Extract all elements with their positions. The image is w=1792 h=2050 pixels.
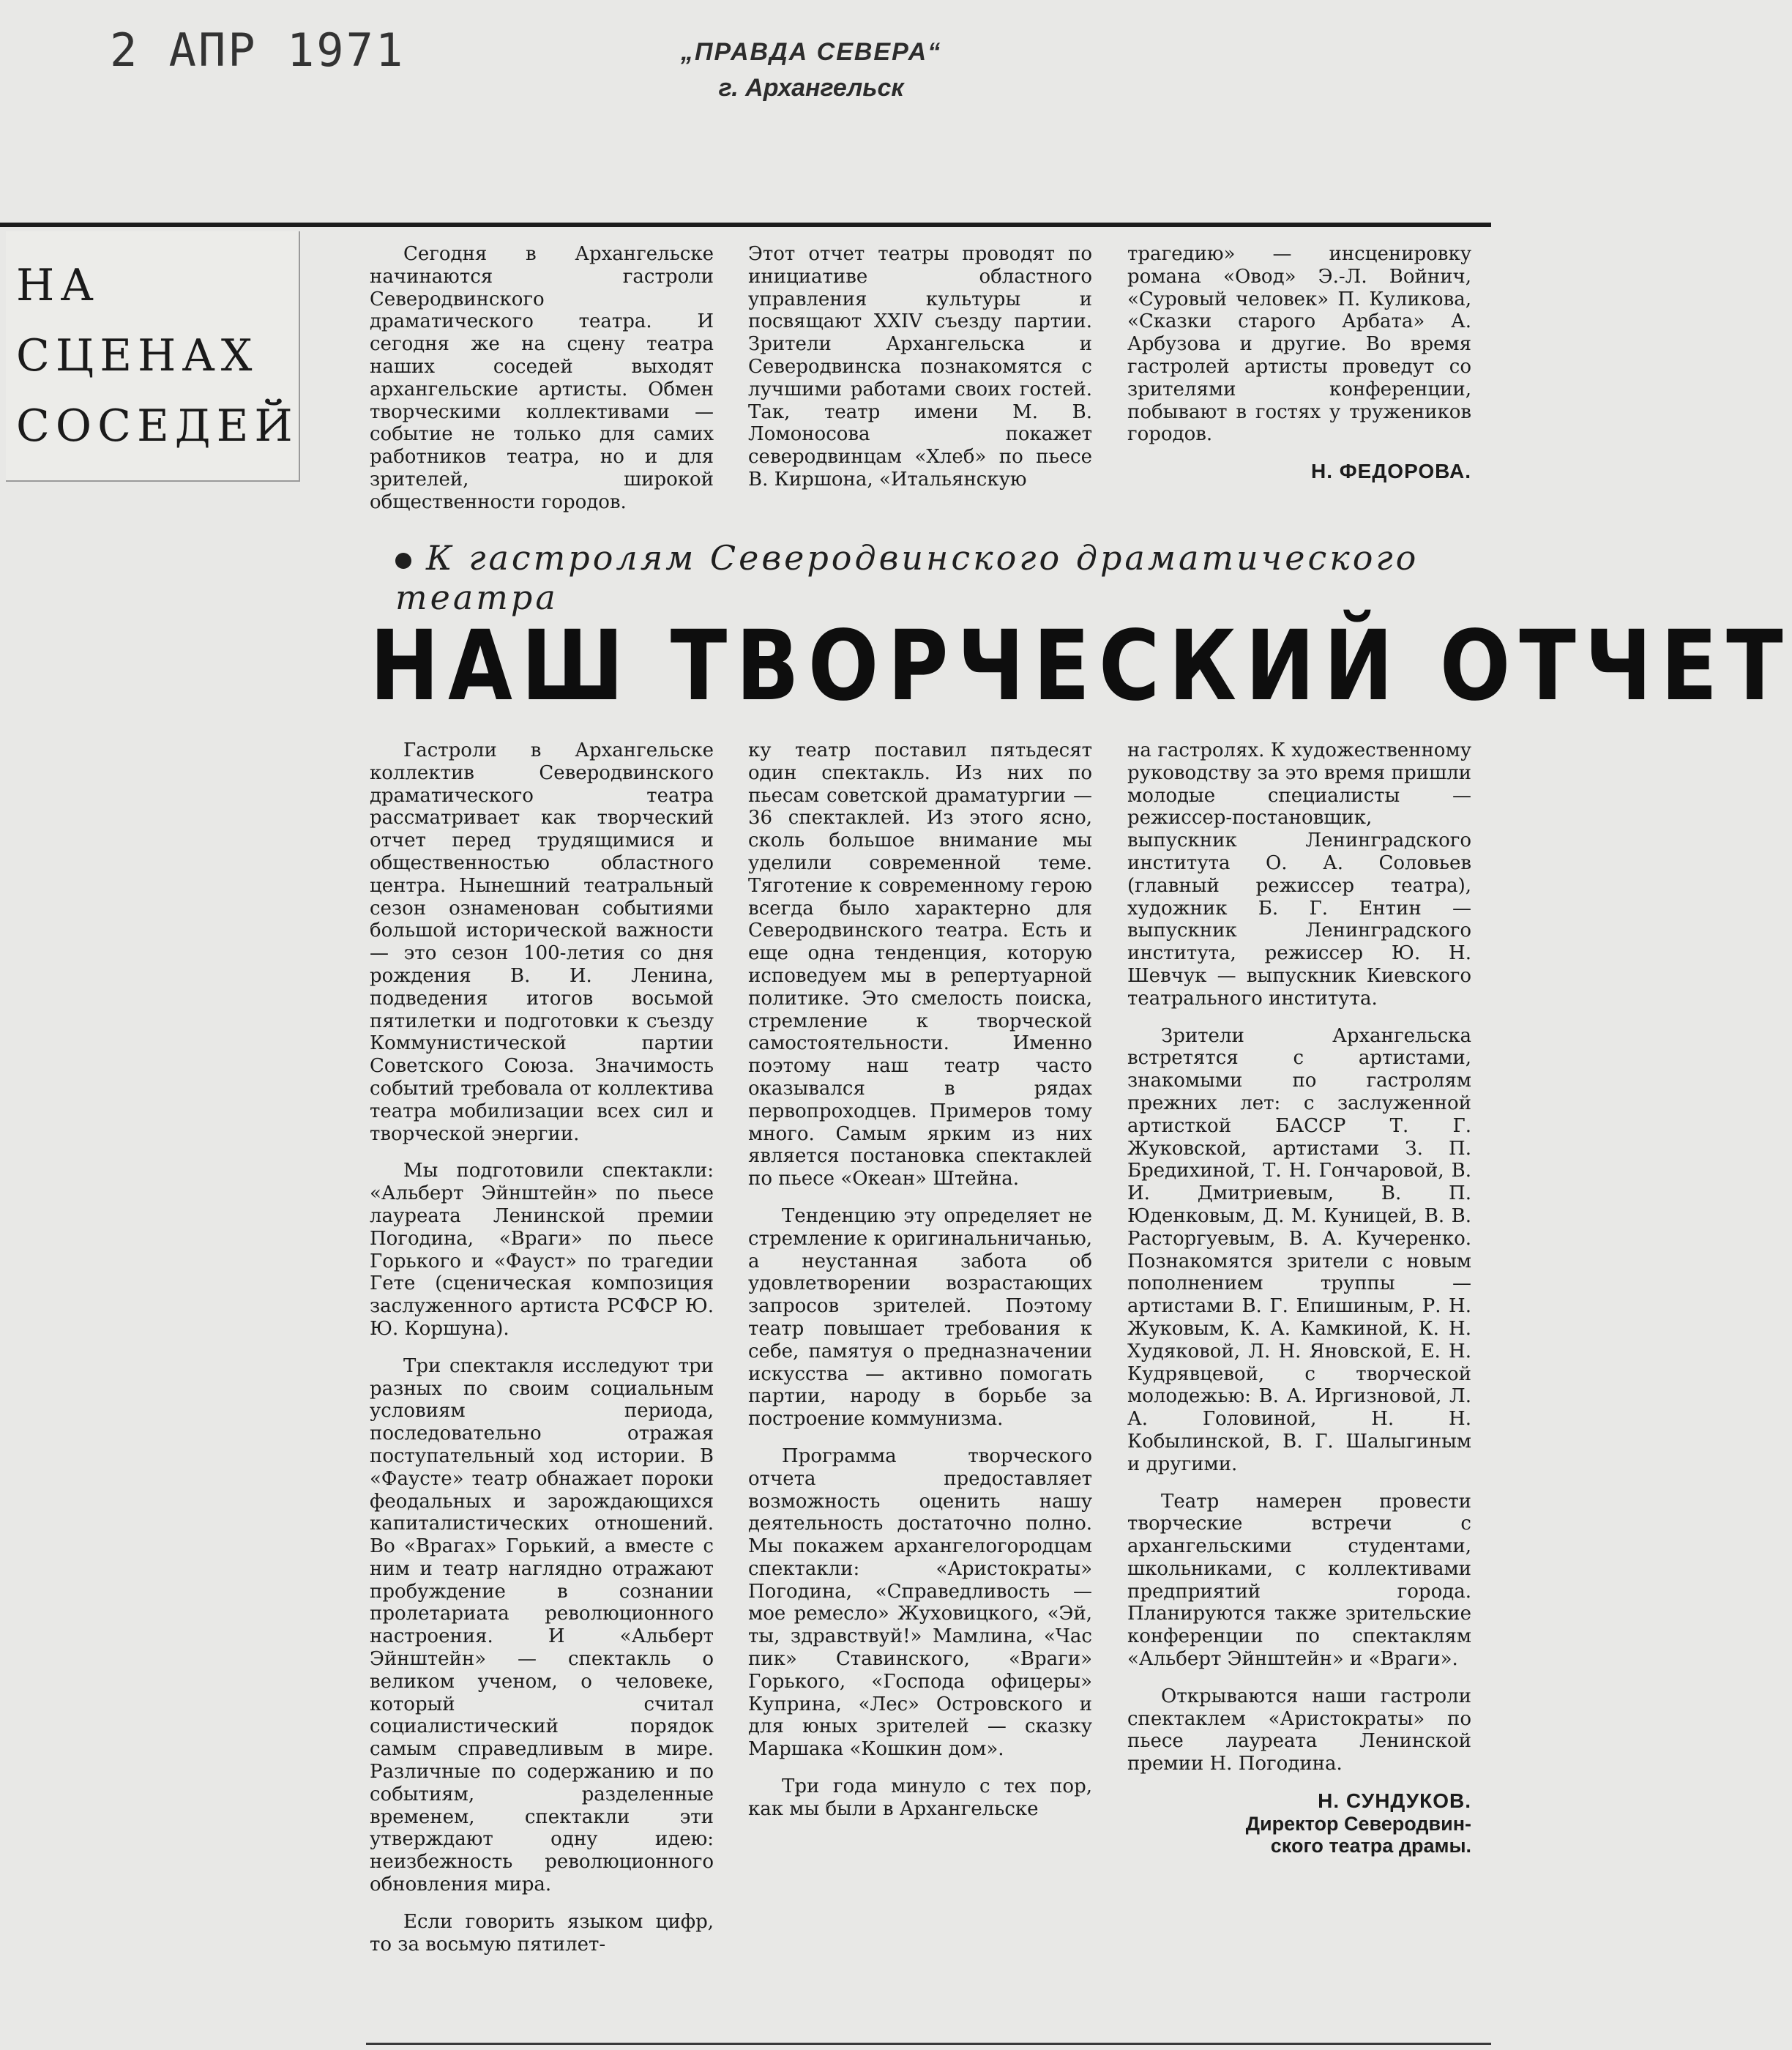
- article-paragraph: Театр намерен провести творческие встречи с архангельскими студентами, школьниками, с коллективами предприятий города. Планируются также зрительские конференции по спектаклям «Альберт Эйнштейн» и «Враги».: [1127, 1490, 1471, 1671]
- article-paragraph: ку театр поставил пятьдесят один спектакль. Из них по пьесам советской драматургии — 36 спектаклей. Из этого ясно, сколь большое внимание мы уделили современной теме. Тяготение к современному герою всегда было характерно для Северодвинского театра. Есть и еще одна тенденция, которую исповедуем мы в репертуарной политике. Это смелость поиска, стремление к творческой самостоятельности. Именно поэтому наш театр часто оказывался в рядах первопроходцев. Примеров тому много. Самым ярким из них является постановка спектаклей по пьесе «Океан» Штейна.: [748, 739, 1092, 1190]
- source-stamp-line1: „ПРАВДА СЕВЕРА“: [681, 38, 942, 66]
- author-signature-name: Н. СУНДУКОВ.: [1318, 1789, 1471, 1813]
- top-divider-rule: [0, 223, 1491, 227]
- intro-column-2: [748, 243, 1092, 491]
- article-paragraph: Если говорить языком цифр, то за восьмую пятилет-: [370, 1910, 714, 1956]
- intro-column-3: [1127, 243, 1471, 483]
- bottom-rule: [366, 2043, 1491, 2045]
- rubric-line: СОСЕДЕЙ: [16, 400, 299, 452]
- source-stamp-line2: г. Архангельск: [718, 74, 904, 102]
- intro-paragraph: трагедию» — инсценировку романа «Овод» Э.-Л. Войнич, «Суровый человек» П. Куликова, «Сказки старого Арбата» А. Арбузова и другие. Во время гастролей артисты проведут со зрителями конференции, побывают в гостях у тружеников городов.: [1127, 243, 1471, 446]
- article-paragraph: Гастроли в Архангельске коллектив Северодвинского драматического театра рассматривает как творческий отчет перед трудящимися и общественностью областного центра. Нынешний театральный сезон ознаменован событиями большой исторической важности — это сезон 100-летия со дня рождения В. И. Ленина, подведения итогов восьмой пятилетки и подготовки к съезду Коммунистической партии Советского Союза. Значимость событий требовала от коллектива театра мобилизации всех сил и творческой энергии.: [370, 739, 714, 1145]
- article-paragraph: Три года минуло с тех пор, как мы были в Архангельске: [748, 1775, 1092, 1820]
- author-signature-title: ского театра драмы.: [1270, 1834, 1471, 1857]
- article-kicker: [395, 538, 1479, 617]
- archive-date-stamp: 2 АПР 1971: [110, 23, 406, 77]
- intro-signature: Н. ФЕДОРОВА.: [1311, 460, 1471, 483]
- article-column-2: [748, 739, 1092, 1821]
- intro-paragraph: Сегодня в Архангельске начинаются гастроли Северодвинского драматического театра. И сегодня же на сцену театра наших соседей выходят архангельские артисты. Обмен творческими коллективами — событие не только для самих работников театра, но и для зрителей, широкой общественности городов.: [370, 243, 714, 513]
- article-paragraph: Тенденцию эту определяет не стремление к оригинальничанью, а неустанная забота об удовлетворении возрастающих запросов зрителей. Поэтому театр повышает требования к себе, памятуя о предназначении искусства — активно помогать партии, народу в борьбе за построение коммунизма.: [748, 1204, 1092, 1431]
- article-paragraph: Мы подготовили спектакли: «Альберт Эйнштейн» по пьесе лауреата Ленинской премии Погодина, «Враги» по пьесе Горького и «Фауст» по трагедии Гете (сценическая композиция заслуженного артиста РСФСР Ю. Ю. Коршуна).: [370, 1160, 714, 1340]
- article-paragraph: на гастролях. К художественному руководству за это время пришли молодые специалисты — режиссер-постановщик, выпускник Ленинградского института О. А. Соловьев (главный режиссер театра), художник Б. Г. Ентин — выпускник Ленинградского института, режиссер Ю. Н. Шевчук — выпускник Киевского театрального института.: [1127, 739, 1471, 1010]
- rubric-line: НА: [16, 260, 100, 311]
- article-paragraph: Зрители Архангельска встретятся с артистами, знакомыми по гастролям прежних лет: с заслуженной артисткой БАССР Т. Г. Жуковской, артистами З. П. Бредихиной, Т. Н. Гончаровой, В. И. Дмитриевым, В. П. Юденковым, Д. М. Куницей, В. В. Расторгуевым, В. А. Кучеренко. Познакомятся зрители с новым пополнением труппы — артистами В. Г. Епишиным, Р. Н. Жуковым, К. А. Камкиной, К. Н. Худяковой, Л. Н. Яновской, Е. Н. Кудрявцевой, с творческой молодежью: В. А. Иргизновой, Л. А. Головиной, Н. Н. Кобылинской, В. Г. Шалыгиным и другими.: [1127, 1024, 1471, 1475]
- article-paragraph: Открываются наши гастроли спектаклем «Аристократы» по пьесе лауреата Ленинской премии Н. Погодина.: [1127, 1685, 1471, 1775]
- intro-column-1: [370, 243, 714, 514]
- intro-paragraph: Этот отчет театры проводят по инициативе областного управления культуры и посвящают XXIV съезду партии. Зрители Архангельска и Северодвинска познакомятся с лучшими работами своих гостей. Так, театр имени М. В. Ломоносова покажет северодвинцам «Хлеб» по пьесе В. Киршона, «Итальянскую: [748, 243, 1092, 491]
- rubric-box: [6, 231, 300, 482]
- article-headline: НАШ ТВОРЧЕСКИЙ ОТЧЕТ: [370, 610, 1792, 723]
- article-paragraph: Три спектакля исследуют три разных по своим социальным условиям периода, последовательно отражая поступательный ход истории. В «Фаусте» театр обнажает пороки феодальных и зарождающихся капиталистических отношений. Во «Врагах» Горький, а вместе с ним и театр наглядно отражают пробуждение в сознании пролетариата революционного настроения. И «Альберт Эйнштейн» — спектакль о великом ученом, о человеке, который считал социалистический порядок самым справедливым в мире. Различные по содержанию и по событиям, разделенные временем, спектакли эти утверждают одну идею: неизбежность революционного обновления мира.: [370, 1354, 714, 1896]
- bullet-dot-icon: [395, 553, 411, 569]
- rubric-line: СЦЕНАХ: [16, 330, 258, 381]
- article-column-1: [370, 739, 714, 1956]
- article-paragraph: Программа творческого отчета предоставляет возможность оценить нашу деятельность достаточно полно. Мы покажем архангелогородцам спектакли: «Аристократы» Погодина, «Справедливость — мое ремесло» Жуховицкого, «Эй, ты, здравствуй!» Мамлина, «Час пик» Ставинского, «Враги» Горького, «Господа офицеры» Куприна, «Лес» Островского и для юных зрителей — сказку Маршака «Кошкин дом».: [748, 1445, 1092, 1761]
- newspaper-source-stamp: [681, 38, 941, 102]
- kicker-text: К гастролям Северодвинского драматического театра: [395, 538, 1419, 617]
- article-column-3: [1127, 739, 1471, 1857]
- author-signature-title: Директор Северодвин-: [1245, 1812, 1471, 1835]
